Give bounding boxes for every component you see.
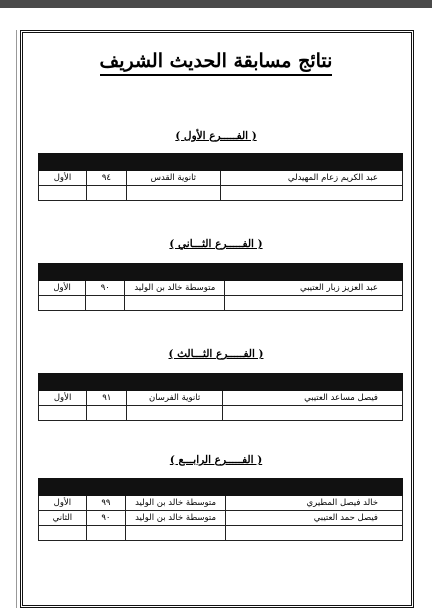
score: ٩٠ <box>86 511 125 526</box>
table-row <box>39 296 403 311</box>
table-row <box>39 391 403 406</box>
student-name: عبد العزيز زبار العتيبي <box>225 281 403 296</box>
section-heading-2: ( الفـــــرع الثـــاني ) <box>169 238 263 250</box>
student-name: فيصل حمد العتيبي <box>226 511 403 526</box>
student-name: فيصل مساعد العتيبي <box>222 391 402 406</box>
school-name: متوسطة خالد بن الوليد <box>126 496 226 511</box>
score: ٩١ <box>87 391 127 406</box>
table-header-bar <box>39 374 403 391</box>
school-name: متوسطة خالد بن الوليد <box>126 511 226 526</box>
page-edge <box>16 30 17 608</box>
section-heading-4: ( الفـــــرع الرابـــع ) <box>169 454 263 466</box>
school-name: ثانوية القدس <box>126 171 220 186</box>
rank: الأول <box>39 391 87 406</box>
table-row <box>39 526 403 541</box>
results-table-4 <box>38 478 403 541</box>
rank: الأول <box>39 171 87 186</box>
school-name: ثانوية الفرسان <box>127 391 222 406</box>
table-row <box>39 281 403 296</box>
rank: الثاني <box>39 511 87 526</box>
table-header-bar <box>39 154 403 171</box>
table-row <box>39 186 403 201</box>
score: ٩٠ <box>86 281 125 296</box>
results-table-3 <box>38 373 403 421</box>
score: ٩٤ <box>86 171 126 186</box>
score: ٩٩ <box>86 496 125 511</box>
table-row <box>39 171 403 186</box>
scan-top-bar <box>0 0 432 8</box>
rank: الأول <box>39 281 86 296</box>
results-table-1 <box>38 153 403 201</box>
table-row <box>39 511 403 526</box>
results-table-2 <box>38 263 403 311</box>
student-name: عبد الكريم زعام المهيدلي <box>220 171 402 186</box>
section-heading-3: ( الفـــــرع الثـــالث ) <box>168 348 264 360</box>
table-header-bar <box>39 264 403 281</box>
student-name: خالد فيصل المطيري <box>226 496 403 511</box>
table-header-bar <box>39 479 403 496</box>
page-title <box>0 50 432 76</box>
table-row <box>39 496 403 511</box>
table-row <box>39 406 403 421</box>
school-name: متوسطة خالد بن الوليد <box>125 281 225 296</box>
page-title-text: نتائج مسابقة الحديث الشريف <box>100 50 333 76</box>
rank: الأول <box>39 496 87 511</box>
section-heading-1: ( الفـــــرع الأول ) <box>175 130 257 142</box>
